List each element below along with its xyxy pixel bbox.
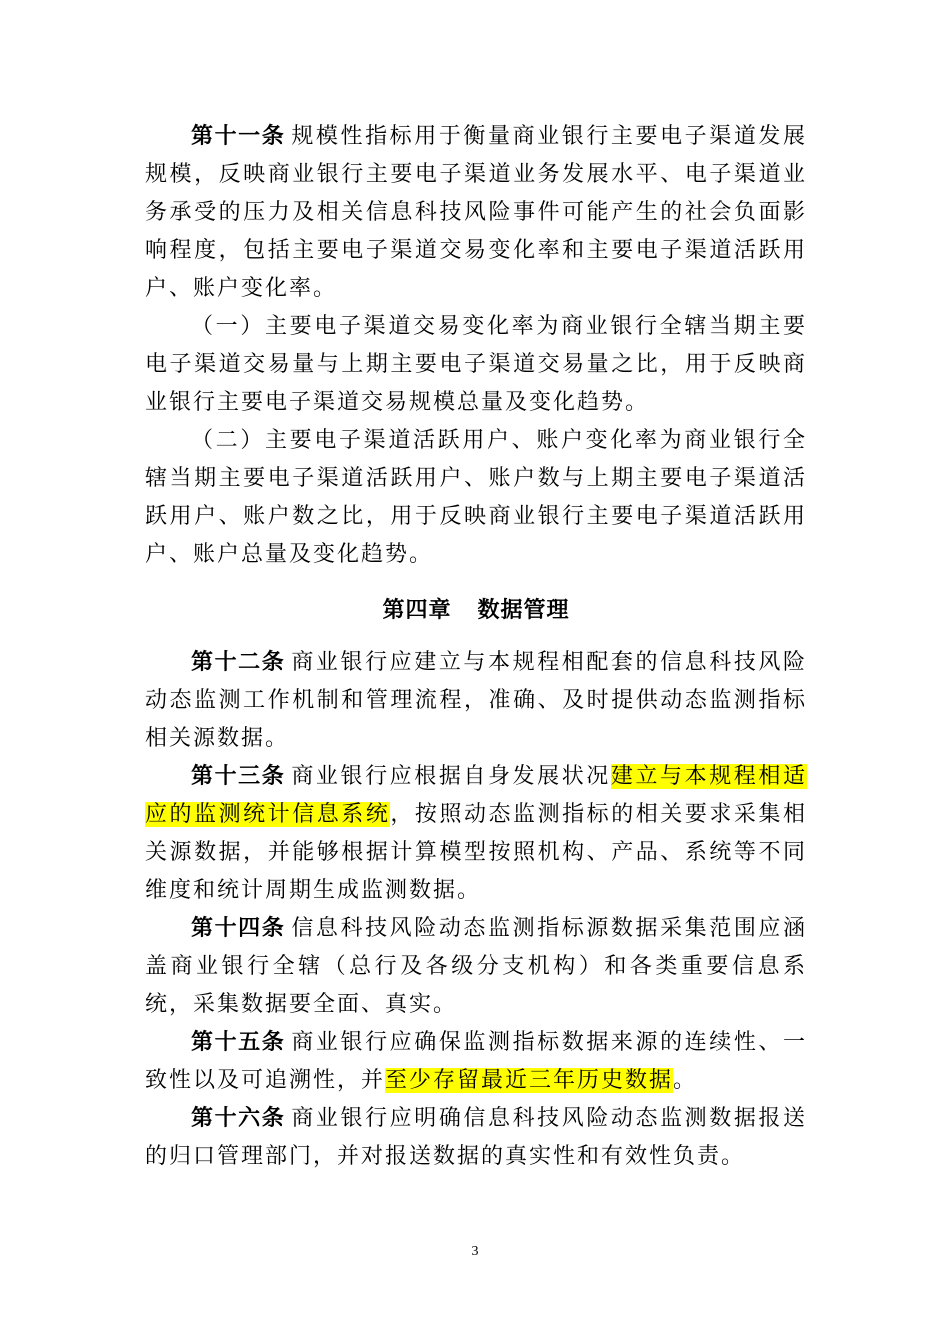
article-text: 商业银行应根据自身发展状况 [291,764,611,789]
article-text: 商业银行应建立与本规程相配套的信息科技风险动态监测工作机制和管理流程，准确、及时提供动态监测指标相关源数据。 [145,650,807,751]
article-text: 商业银行应确保监测指标数据来源的连续性、一致性以及可追溯性，并 [145,1030,807,1093]
article-11 [145,118,807,308]
item-text: （一）主要电子渠道交易变化率为商业银行全辖当期主要电子渠道交易量与上期主要电子渠道交易量之比，用于反映商业银行主要电子渠道交易规模总量及变化趋势。 [145,314,807,415]
chapter-title: 数据管理 [477,598,570,623]
article-13 [145,758,807,910]
article-11-item-2 [145,422,807,574]
article-14 [145,910,807,1024]
article-text: 规模性指标用于衡量商业银行主要电子渠道发展规模，反映商业银行主要电子渠道业务发展水平、电子渠道业务承受的压力及相关信息科技风险事件可能产生的社会负面影响程度，包括主要电子渠道交易变化率和主要电子渠道活跃用户、账户变化率。 [145,124,807,301]
article-text: ，按照动态监测指标的相关要求采集相关源数据，并能够根据计算模型按照机构、产品、系统等不同维度和统计周期生成监测数据。 [145,802,807,903]
article-16 [145,1100,807,1176]
article-11-item-1 [145,308,807,422]
document-body [145,118,807,1176]
article-label: 第十五条 [191,1030,286,1055]
article-label: 第十三条 [191,764,286,789]
article-label: 第十四条 [191,916,286,941]
chapter-number: 第四章 [382,598,452,623]
article-label: 第十一条 [191,124,286,149]
article-15 [145,1024,807,1100]
chapter-heading [145,592,807,630]
article-label: 第十六条 [191,1106,286,1131]
article-text: 。 [673,1068,698,1093]
highlighted-text: 建立与本规程相适应的监测统计信息系统 [145,764,807,827]
highlighted-text: 至少存留最近三年历史数据 [385,1068,674,1093]
article-text: 信息科技风险动态监测指标源数据采集范围应涵盖商业银行全辖（总行及各级分支机构）和各类重要信息系统，采集数据要全面、真实。 [145,916,807,1017]
article-12 [145,644,807,758]
article-text: 商业银行应明确信息科技风险动态监测数据报送的归口管理部门，并对报送数据的真实性和有效性负责。 [145,1106,807,1169]
article-label: 第十二条 [191,650,286,675]
page-number: 3 [471,1244,479,1259]
item-text: （二）主要电子渠道活跃用户、账户变化率为商业银行全辖当期主要电子渠道活跃用户、账户数与上期主要电子渠道活跃用户、账户数之比，用于反映商业银行主要电子渠道活跃用户、账户总量及变化趋势。 [145,428,807,567]
